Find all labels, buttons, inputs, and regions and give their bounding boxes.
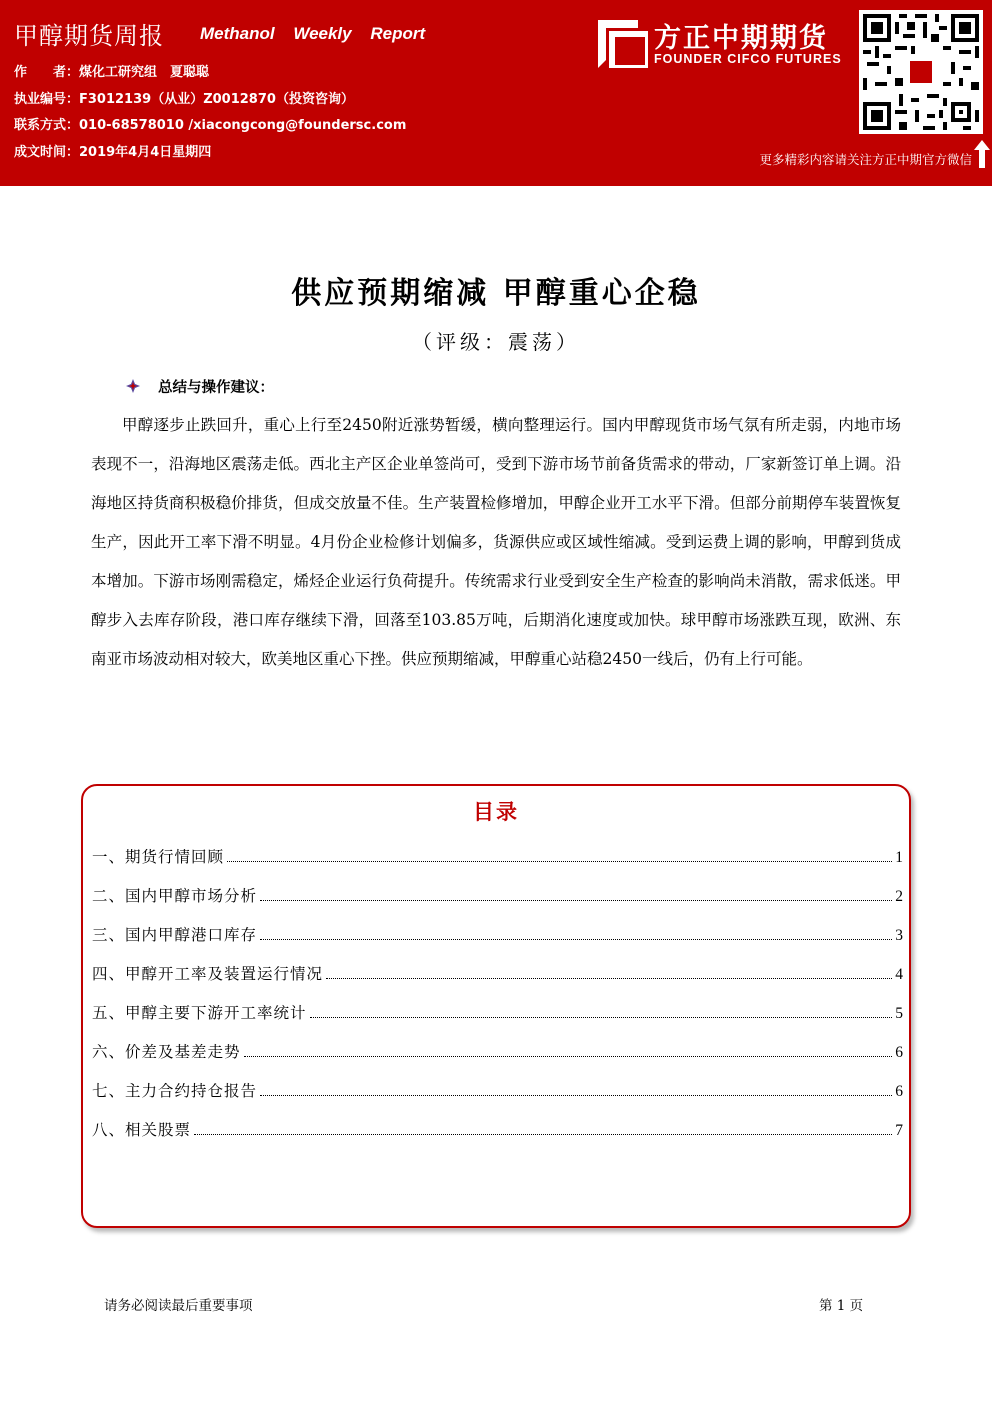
toc-leader-dots <box>260 900 892 901</box>
toc-title: 目录 <box>473 800 519 824</box>
header-subtitle: Methanol Weekly Report <box>200 24 426 43</box>
toc-item-label: 八、相关股票 <box>92 1121 192 1139</box>
toc-item-page: 4 <box>895 966 904 983</box>
header-title: 甲醇期货周报 <box>14 22 164 50</box>
toc-item-label: 六、价差及基差走势 <box>92 1043 241 1061</box>
toc-item-label: 七、主力合约持仓报告 <box>92 1082 258 1100</box>
toc-item[interactable] <box>92 1116 904 1140</box>
footer-notice: 请务必阅读最后重要事项 <box>104 1298 253 1314</box>
founder-logo-icon <box>598 20 648 68</box>
author-line: 作 者：煤化工研究组 夏聪聪 <box>14 65 210 80</box>
date-line: 成文时间：2019年4月4日星期四 <box>14 144 212 160</box>
toc-item-label: 四、甲醇开工率及装置运行情况 <box>92 965 324 983</box>
contact-line: 联系方式：010-68578010 /xiacongcong@foundersc.com <box>14 118 407 133</box>
summary-heading-text: 总结与操作建议： <box>158 380 274 396</box>
report-title: 供应预期缩减 甲醇重心企稳 <box>291 276 701 311</box>
toc-item-page: 3 <box>895 927 904 944</box>
report-header <box>0 0 992 186</box>
toc-item-label: 三、国内甲醇港口库存 <box>92 926 258 944</box>
toc-item-label: 二、国内甲醇市场分析 <box>92 887 258 905</box>
toc-item-page: 7 <box>895 1122 904 1139</box>
toc-leader-dots <box>194 1134 892 1135</box>
arrow-bullet-icon <box>126 379 140 393</box>
toc-leader-dots <box>227 861 892 862</box>
header-meta <box>14 60 406 166</box>
toc-item-page: 5 <box>895 1005 904 1022</box>
toc-item[interactable] <box>92 921 904 945</box>
footer-page-number: 第 1 页 <box>819 1298 864 1314</box>
summary-paragraph: 甲醇逐步止跌回升，重心上行至2450附近涨势暂缓，横向整理运行。国内甲醇现货市场气氛有所走弱，内地市场表现不一，沿海地区震荡走低。西北主产区企业单签尚可，受到下游市场节前备货需求的带动，厂家新签订单上调。沿海地区持货商积极稳价排货，但成交放量不佳。生产装置检修增加，甲醇企业开工水平下滑。但部分前期停车装置恢复生产，因此开工率下滑不明显。4月份企业检修计划偏多，货源供应或区域性缩减。受到运费上调的影响，甲醇到货成本增加。下游市场刚需稳定，烯烃企业运行负荷提升。传统需求行业受到安全生产检查的影响尚未消散，需求低迷。甲醇步入去库存阶段，港口库存继续下滑，回落至103.85万吨，后期消化速度或加快。球甲醇市场涨跌互现，欧洲、东南亚市场波动相对较大，欧美地区重心下挫。供应预期缩减，甲醇重心站稳2450一线后，仍有上行可能。 <box>91 416 901 668</box>
toc-item-page: 2 <box>895 888 904 905</box>
summary-heading <box>126 376 274 397</box>
table-of-contents <box>81 784 911 1228</box>
toc-item-label: 五、甲醇主要下游开工率统计 <box>92 1004 307 1022</box>
arrow-up-icon <box>974 140 990 168</box>
report-rating: （评级：震荡） <box>412 330 580 354</box>
toc-item[interactable] <box>92 882 904 906</box>
toc-leader-dots <box>310 1017 893 1018</box>
license-line: 执业编号：F3012139（从业）Z0012870（投资咨询） <box>14 91 354 107</box>
toc-item[interactable] <box>92 1038 904 1062</box>
toc-leader-dots <box>260 1095 892 1096</box>
toc-item[interactable] <box>92 1077 904 1101</box>
toc-item[interactable] <box>92 843 904 867</box>
toc-leader-dots <box>326 978 892 979</box>
qr-code-icon <box>859 10 983 134</box>
toc-item[interactable] <box>92 960 904 984</box>
toc-item[interactable] <box>92 999 904 1023</box>
wechat-note: 更多精彩内容请关注方正中期官方微信 <box>759 152 972 167</box>
toc-item-label: 一、期货行情回顾 <box>92 848 225 866</box>
logo-english-name: FOUNDER CIFCO FUTURES <box>654 52 842 66</box>
logo-chinese-name: 方正中期期货 <box>654 23 828 54</box>
toc-item-page: 6 <box>895 1083 904 1100</box>
toc-item-page: 6 <box>895 1044 904 1061</box>
toc-leader-dots <box>244 1056 893 1057</box>
founder-logo <box>598 16 850 76</box>
toc-leader-dots <box>260 939 892 940</box>
toc-item-page: 1 <box>895 849 904 866</box>
